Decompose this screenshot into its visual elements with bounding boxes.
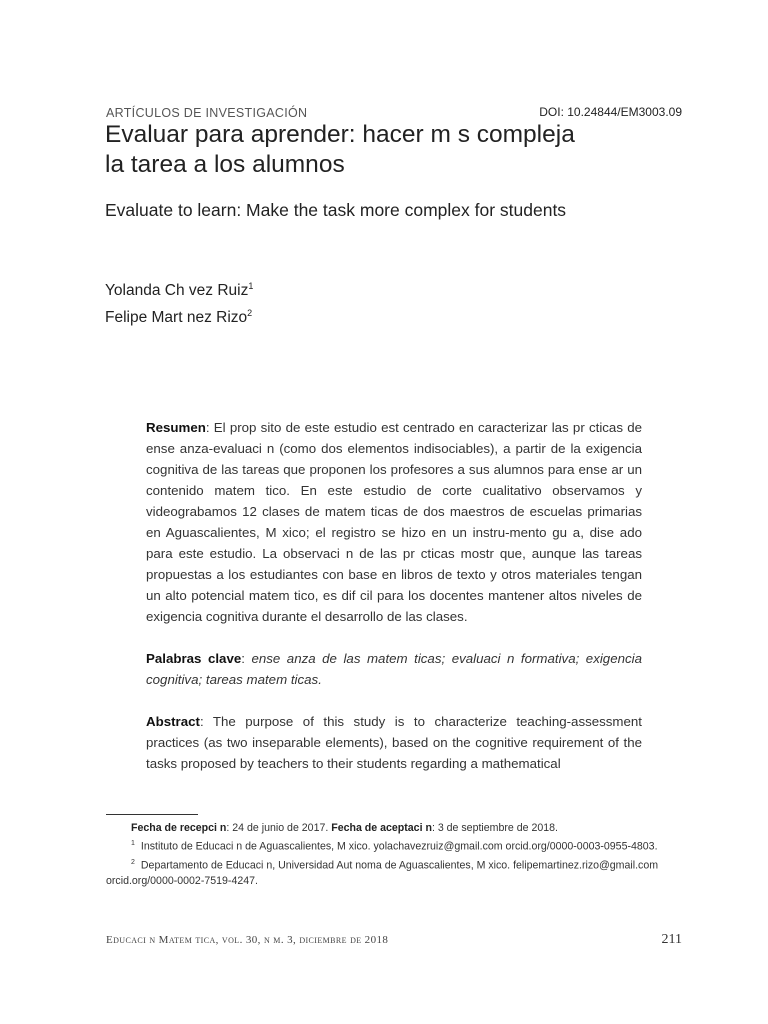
footnote-text: Departamento de Educaci n, Universidad Aut noma de Aguascalientes, M xico. felipemartinez.rizo@gmail.com orcid.org/0000-0002-7519-4247. — [106, 859, 659, 888]
footnote-dates — [106, 820, 682, 836]
section-label: ARTÍCULOS DE INVESTIGACIÓN — [106, 106, 308, 120]
footnote-mark: 2 — [131, 858, 135, 866]
abstract-block — [146, 417, 642, 795]
accepted-value: : 3 de septiembre de 2018. — [431, 822, 558, 834]
resumen-text: : El prop sito de este estudio est centrado en caracterizar las pr cticas de ense anza-evaluaci n (como dos elementos indisociables), a partir de la exigencia cognitiva de las tareas que proponen los profesores a sus alumnos para ense ar un contenido matem tico. En este estudio de corte cualitativo observamos y videograbamos 12 clases de matem ticas de dos maestros de escuelas primarias en Aguascalientes, M xico; el registro se hizo en un instru-mento gu a, dise ado para este estudio. La observaci n de las pr cticas mostr que, aunque las tareas propuestas a los estudiantes con base en libros de texto y otros materiales tengan un alto potencial matem tico, es dif cil para los docentes mantener altos niveles de exigencia cognitiva durante el desarrollo de las clases. — [146, 420, 642, 624]
resumen-paragraph — [146, 417, 642, 627]
running-footer: Educaci n Matem tica, vol. 30, n m. 3, diciembre de 2018 — [106, 934, 389, 946]
keywords-label: Palabras clave — [146, 651, 242, 666]
author-mark: 1 — [248, 281, 254, 291]
footnote-mark: 1 — [131, 840, 135, 847]
keywords-text: ense anza de las matem ticas; evaluaci n formativa; exigencia cognitiva; tareas matem ticas. — [146, 651, 642, 687]
author-1 — [105, 275, 253, 302]
author-name: Yolanda Ch vez Ruiz — [105, 282, 249, 300]
article-subtitle: Evaluate to learn: Make the task more complex for students — [105, 200, 567, 220]
abstract-text: : The purpose of this study is to characterize teaching-assessment practices (as two inseparable elements), based on the cognitive requirement of the tasks proposed by teachers to their students regarding a mathematical — [146, 714, 642, 771]
title-line-2: la tarea a los alumnos — [105, 151, 345, 178]
doi: DOI: 10.24844/EM3003.09 — [539, 105, 682, 119]
abstract-paragraph — [146, 711, 642, 774]
title-line-1: Evaluar para aprender: hacer m s compleja — [105, 121, 575, 148]
article-title — [105, 120, 665, 180]
received-label: Fecha de recepci n — [131, 822, 227, 834]
accepted-label: Fecha de aceptaci n — [331, 822, 432, 834]
keywords-separator: : — [241, 651, 252, 666]
author-2 — [105, 302, 253, 329]
abstract-label: Abstract — [146, 714, 200, 729]
keywords-paragraph — [146, 648, 642, 690]
author-mark: 2 — [247, 308, 253, 319]
footnote-2 — [106, 855, 682, 890]
author-name: Felipe Mart nez Rizo — [105, 309, 248, 327]
footnotes — [106, 820, 682, 889]
page-number: 211 — [661, 932, 682, 947]
footnote-rule — [106, 814, 198, 815]
authors — [105, 275, 253, 329]
footnote-1 — [106, 836, 682, 855]
resumen-label: Resumen — [146, 420, 206, 435]
footnote-text: Instituto de Educaci n de Aguascalientes, M xico. yolachavezruiz@gmail.com orcid.org/0000-0003-0955-4803. — [140, 840, 658, 853]
received-value: : 24 de junio de 2017. — [226, 822, 332, 834]
